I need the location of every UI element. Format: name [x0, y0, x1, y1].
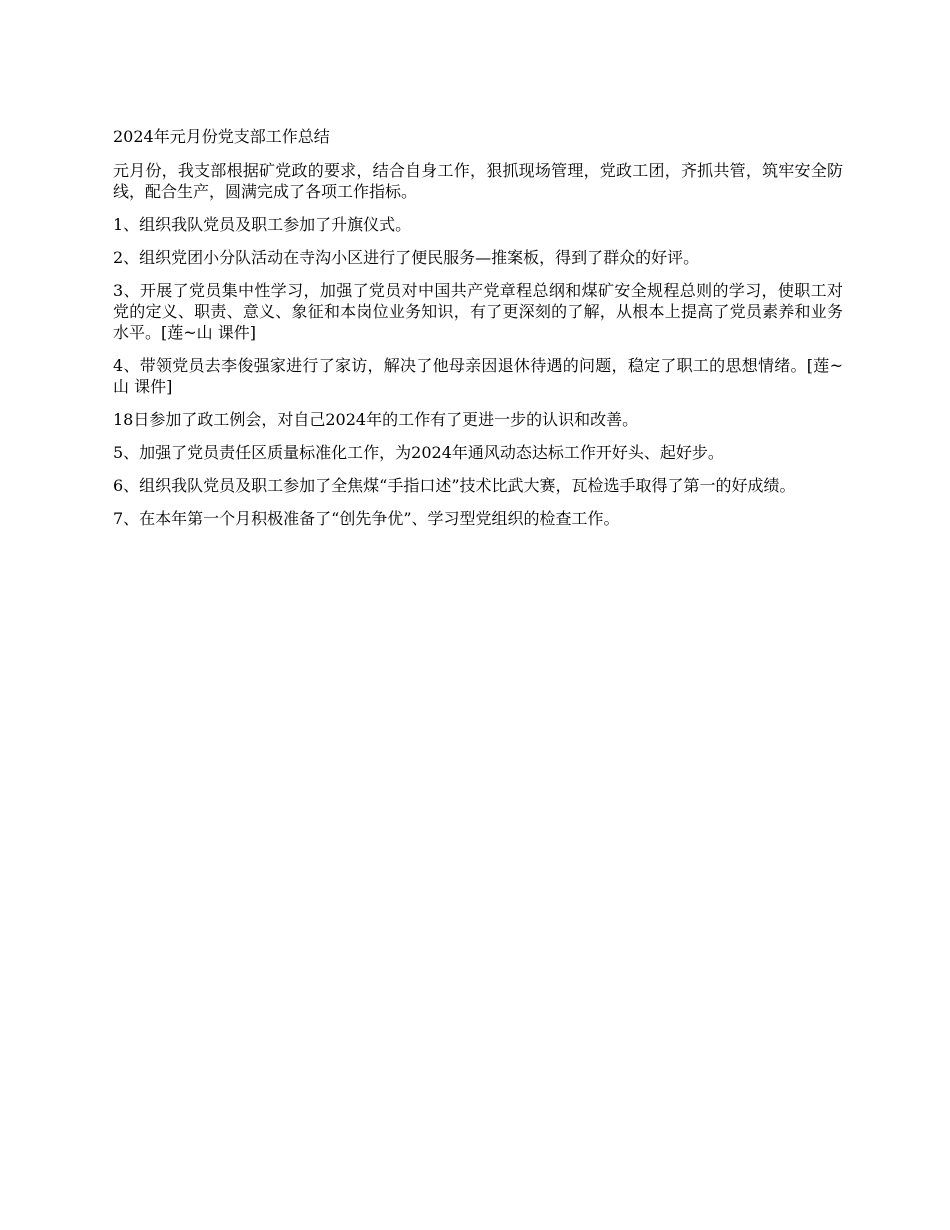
document-page — [113, 126, 843, 541]
paragraph-item-5: 5、加强了党员责任区质量标准化工作，为2024年通风动态达标工作开好头、起好步。 — [113, 443, 724, 462]
document-title: 2024年元月份党支部工作总结 — [113, 127, 330, 146]
paragraph-intro: 元月份，我支部根据矿党政的要求，结合自身工作，狠抓现场管理，党政工团，齐抓共管，筑牢安全防线，配合生产，圆满完成了各项工作指标。 — [113, 161, 843, 201]
paragraph-item-3: 3、开展了党员集中性学习，加强了党员对中国共产党章程总纲和煤矿安全规程总则的学习，使职工对党的定义、职责、意义、象征和本岗位业务知识，有了更深刻的了解，从根本上提高了党员素养和业务水平。[莲~山 课件] — [113, 281, 843, 342]
paragraph-item-2: 2、组织党团小分队活动在寺沟小区进行了便民服务—推案板，得到了群众的好评。 — [113, 248, 700, 267]
paragraph-item-1: 1、组织我队党员及职工参加了升旗仪式。 — [113, 215, 412, 234]
paragraph-item-6: 6、组织我队党员及职工参加了全焦煤“手指口述”技术比武大赛，瓦检选手取得了第一的好成绩。 — [113, 476, 796, 495]
paragraph-item-7: 7、在本年第一个月积极准备了“创先争优”、学习型党组织的检查工作。 — [113, 509, 620, 528]
paragraph-meeting-note: 18日参加了政工例会，对自己2024年的工作有了更进一步的认识和改善。 — [113, 410, 639, 429]
paragraph-item-4: 4、带领党员去李俊强家进行了家访，解决了他母亲因退休待遇的问题，稳定了职工的思想情绪。[莲~山 课件] — [113, 356, 843, 396]
